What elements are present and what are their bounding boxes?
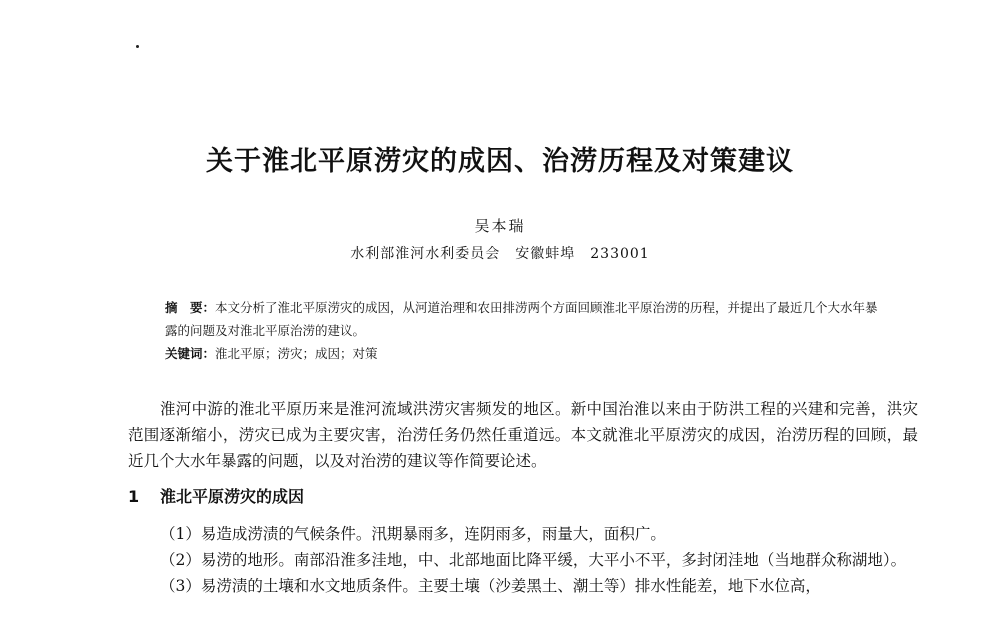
list-item: （2）易涝的地形。南部沿淮多洼地，中、北部地面比降平缓，大平小不平，多封闭洼地（当地群众称湖地）。 bbox=[160, 551, 907, 569]
keywords-label: 关键词： bbox=[165, 346, 216, 361]
keywords-text: 淮北平原；涝灾；成因；对策 bbox=[215, 346, 378, 361]
author-name: 吴本瑞 bbox=[474, 217, 526, 235]
list-item: （3）易涝渍的土壤和水文地质条件。主要土壤（沙姜黑土、潮土等）排水性能差，地下水位高， bbox=[160, 577, 821, 595]
section-items bbox=[128, 521, 918, 599]
abstract-text: 本文分析了淮北平原涝灾的成因，从河道治理和农田排涝两个方面回顾淮北平原治涝的历程，并提出了最近几个大水年暴露的问题及对淮北平原治涝的建议。 bbox=[165, 300, 878, 338]
abstract-label: 摘 要： bbox=[165, 300, 216, 315]
keywords bbox=[165, 342, 880, 365]
section-title: 淮北平原涝灾的成因 bbox=[160, 487, 305, 506]
page-title: 关于淮北平原涝灾的成因、治涝历程及对策建议 bbox=[206, 146, 794, 177]
section-heading bbox=[128, 485, 304, 509]
scan-speck bbox=[136, 45, 139, 48]
abstract bbox=[165, 296, 880, 342]
author-affiliation: 水利部淮河水利委员会 安徽蚌埠 233001 bbox=[350, 246, 650, 262]
section-number: 1 bbox=[128, 487, 140, 506]
list-item: （1）易造成涝渍的气候条件。汛期暴雨多，连阴雨多，雨量大，面积广。 bbox=[160, 525, 666, 543]
intro-paragraph: 淮河中游的淮北平原历来是淮河流域洪涝灾害频发的地区。新中国治淮以来由于防洪工程的兴建和完善，洪灾范围逐渐缩小，涝灾已成为主要灾害，治涝任务仍然任重道远。本文就淮北平原涝灾的成因，治涝历程的回顾，最近几个大水年暴露的问题，以及对治涝的建议等作简要论述。 bbox=[128, 400, 918, 470]
